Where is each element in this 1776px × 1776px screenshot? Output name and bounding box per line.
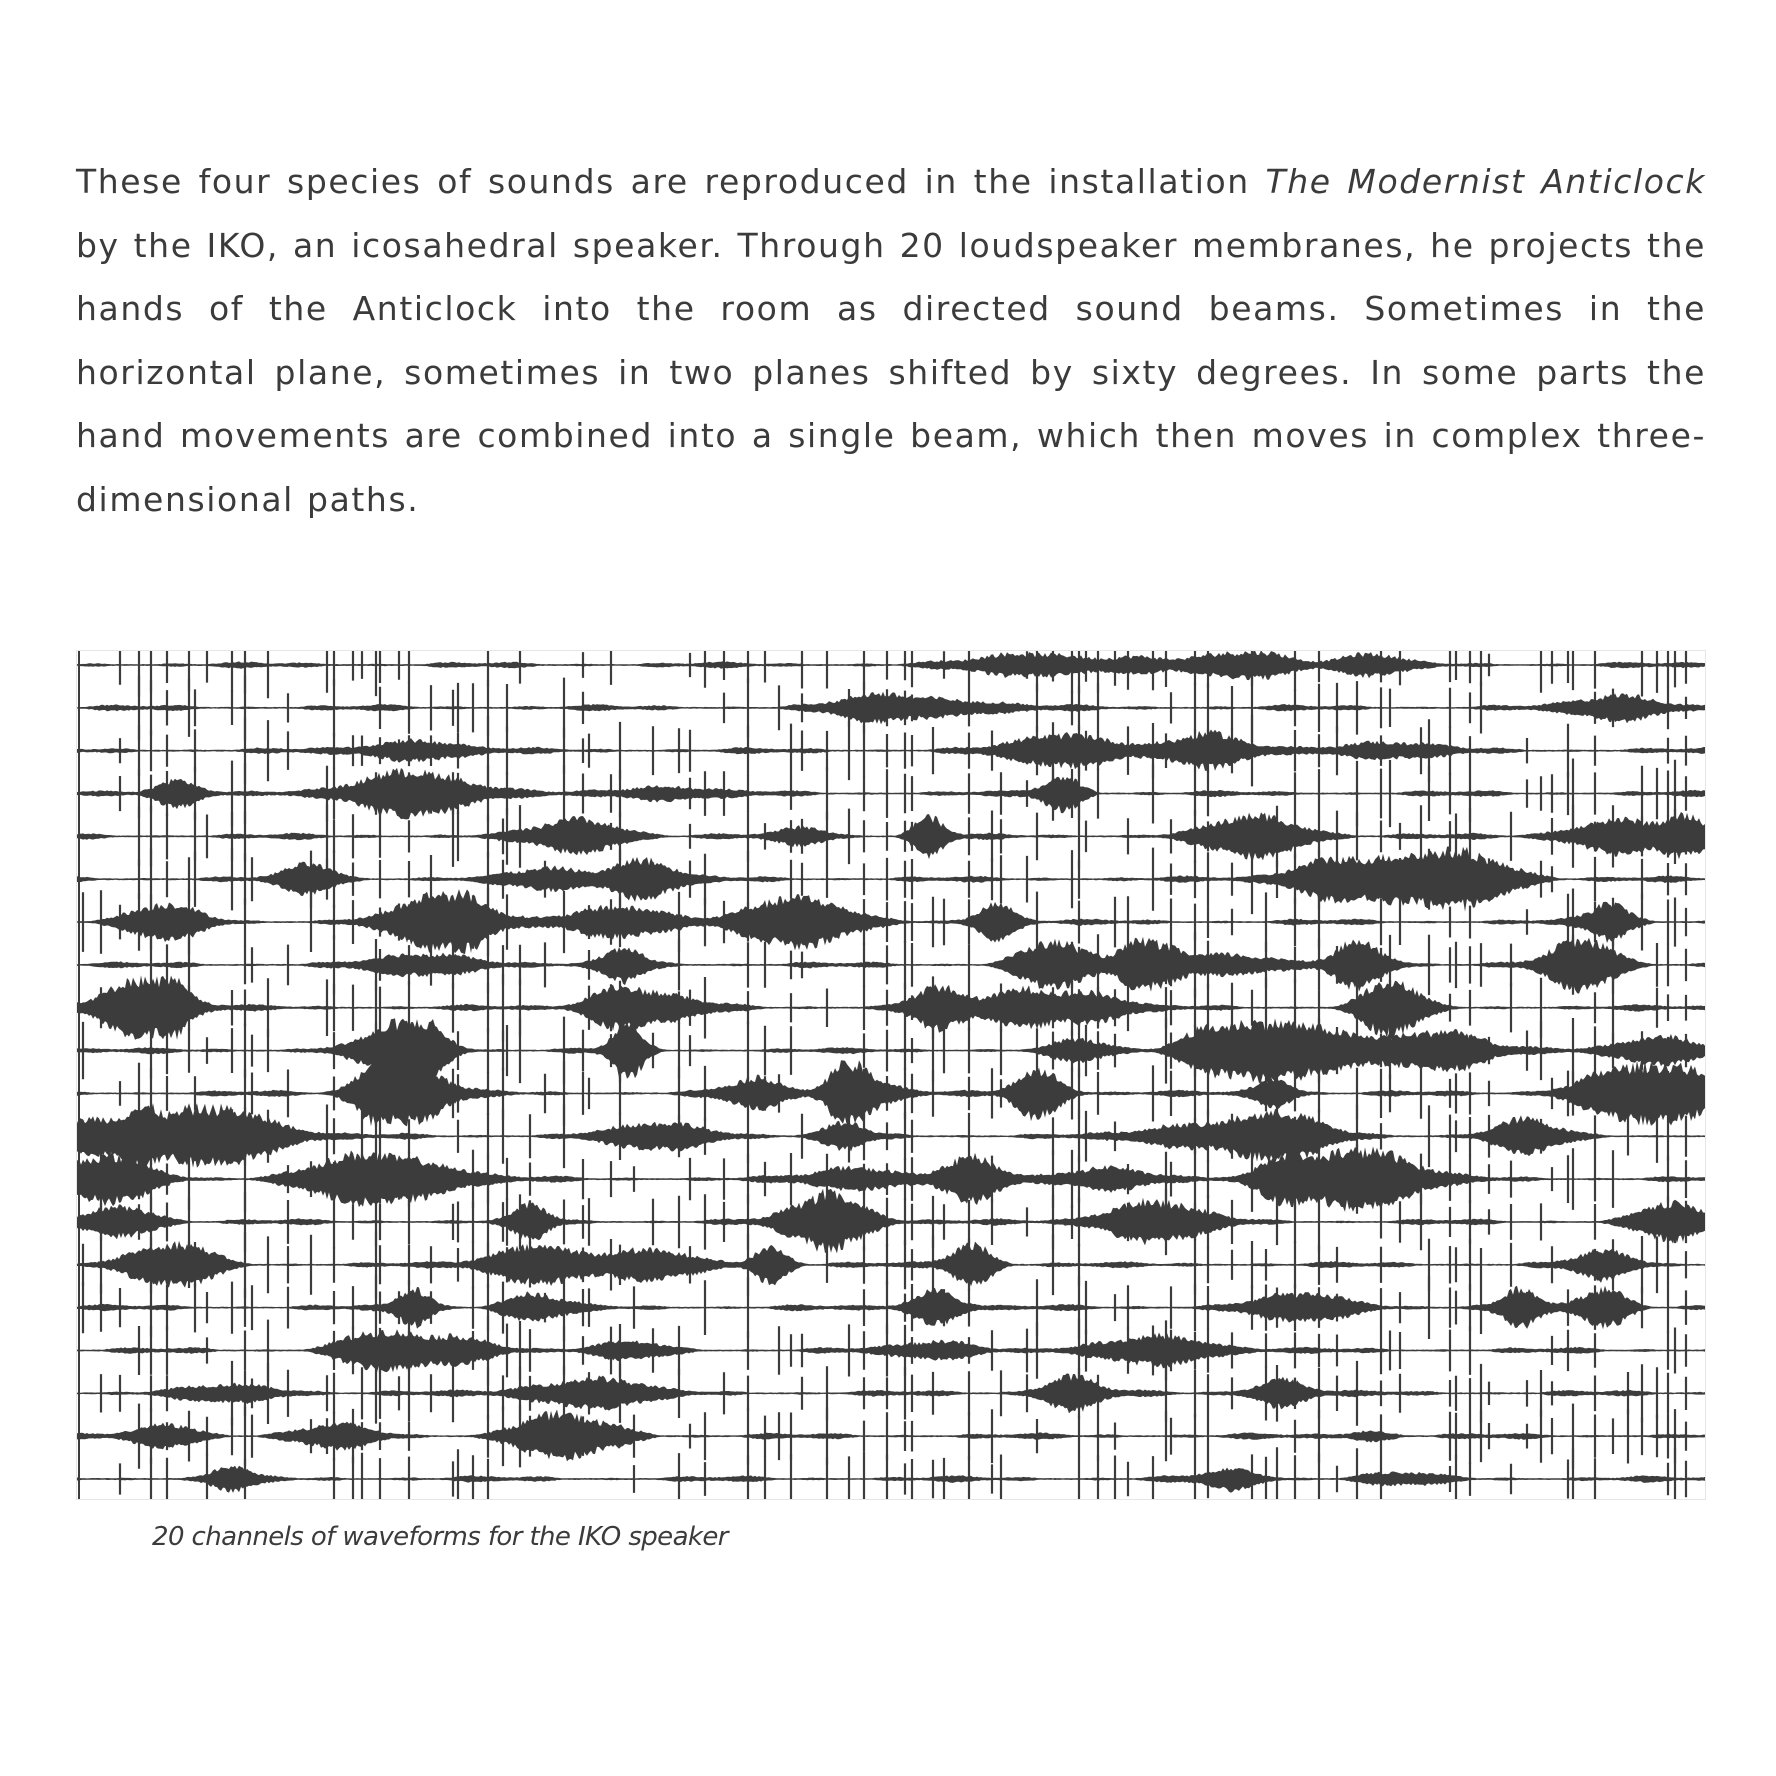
waveform-channel — [77, 651, 1705, 680]
installation-title: The Modernist Anticlock — [1265, 162, 1706, 201]
waveform-channel — [77, 847, 1705, 912]
waveform-channel — [77, 1189, 1705, 1254]
waveform-channel — [77, 1018, 1705, 1083]
waveform-channel — [77, 975, 1705, 1040]
waveform-channel — [77, 937, 1705, 994]
waveform-channel — [77, 1146, 1705, 1212]
article-paragraph — [76, 150, 1706, 531]
waveform-channel — [77, 1060, 1705, 1126]
waveform-channel — [77, 768, 1705, 820]
waveform-channel — [77, 1103, 1705, 1168]
article-text — [76, 150, 1706, 531]
waveform-channel — [77, 692, 1705, 725]
waveform-channel — [77, 1410, 1705, 1462]
paragraph-body: by the IKO, an icosahedral speaker. Through 20 loudspeaker membranes, he projects the hands of the Anticlock into the room as directed sound beams. Sometimes in the horizontal plane, sometimes in two planes shifted by sixty degrees. In some parts the hand movements are combined into a single beam, which then moves in complex three-dimensional paths. — [76, 225, 1706, 519]
waveform-figure — [76, 650, 1706, 1500]
figure-caption: 20 channels of waveforms for the IKO speaker — [152, 1522, 728, 1552]
waveform-channel — [77, 1241, 1705, 1288]
waveform-channel — [77, 1286, 1705, 1330]
waveform-channel — [77, 1329, 1705, 1372]
paragraph-intro: These four species of sounds are reproduced in the installation — [76, 162, 1266, 201]
waveform-channel — [77, 1373, 1705, 1413]
waveform-channel — [77, 730, 1705, 771]
waveform-channel — [77, 812, 1705, 860]
waveform-channel — [77, 1466, 1705, 1493]
waveform-image — [77, 651, 1705, 1499]
